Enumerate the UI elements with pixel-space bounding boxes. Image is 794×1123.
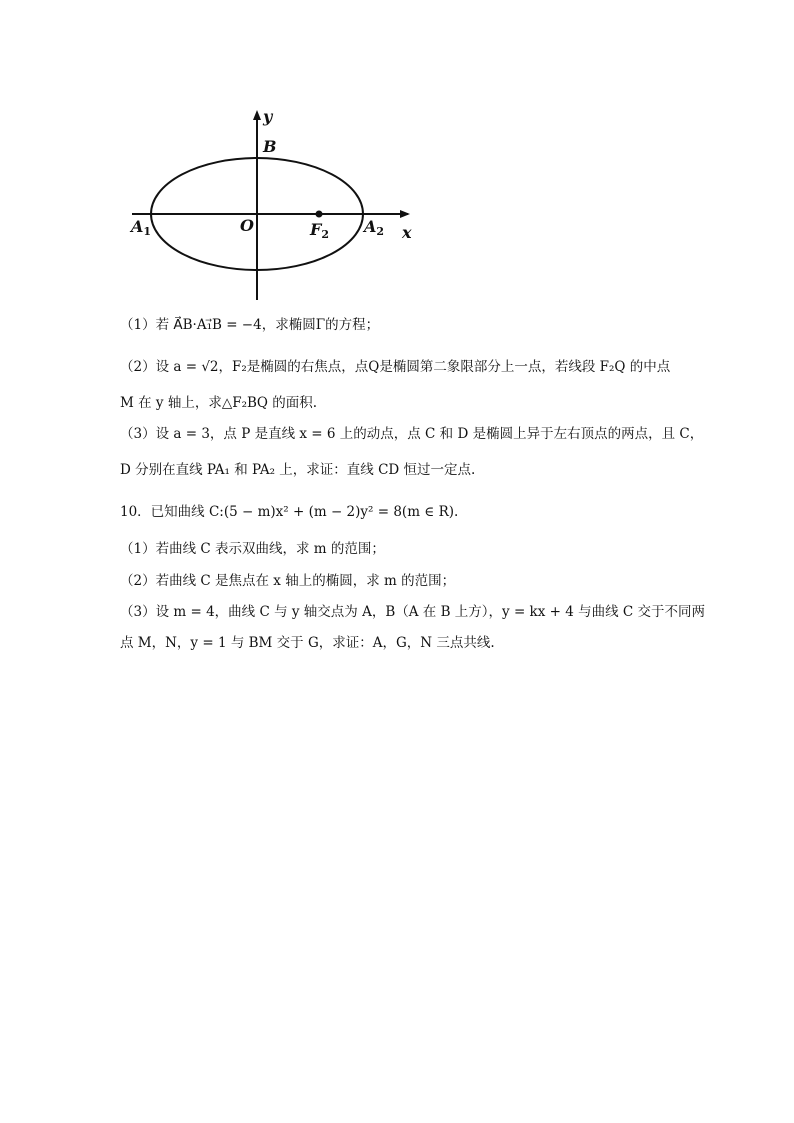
- problem-9-part-1: （1）若 A⃗B·A₁⃗B = −4，求椭圆Γ的方程；: [120, 317, 380, 333]
- ellipse-diagram: [120, 104, 420, 304]
- point-a1-label: A1: [131, 217, 152, 238]
- ellipse-figure: [120, 104, 420, 304]
- y-axis-label: y: [263, 107, 273, 126]
- y-axis-arrow-icon: [253, 110, 261, 120]
- problem-10-part-2: （2）若曲线 C 是焦点在 x 轴上的椭圆，求 m 的范围；: [120, 573, 456, 589]
- origin-label: O: [240, 216, 254, 235]
- x-axis-label: x: [402, 223, 412, 242]
- point-a2-label: A2: [364, 217, 385, 238]
- problem-10-part-3: （3）设 m = 4，曲线 C 与 y 轴交点为 A，B（A 在 B 上方），y = kx + 4 与曲线 C 交于不同两: [120, 604, 706, 620]
- x-axis-arrow-icon: [400, 210, 410, 218]
- problem-9-part-3-cont: D 分别在直线 PA₁ 和 PA₂ 上，求证：直线 CD 恒过一定点.: [120, 462, 476, 478]
- problem-9-part-2: （2）设 a = √2，F₂是椭圆的右焦点，点Q是椭圆第二象限部分上一点，若线段 F₂Q 的中点: [120, 359, 671, 375]
- problem-10-part-1: （1）若曲线 C 表示双曲线，求 m 的范围；: [120, 541, 385, 557]
- problem-10-stem: 10．已知曲线 C:(5 − m)x² + (m − 2)y² = 8(m ∈ R).: [120, 504, 459, 520]
- problem-10-part-3-cont: 点 M，N，y = 1 与 BM 交于 G，求证：A，G，N 三点共线.: [120, 635, 495, 651]
- problem-9-part-3: （3）设 a = 3，点 P 是直线 x = 6 上的动点，点 C 和 D 是椭圆上异于左右顶点的两点，且 C，: [120, 426, 704, 442]
- focus-point: [316, 211, 323, 218]
- point-b-label: B: [263, 137, 277, 156]
- focus-f2-label: F2: [310, 220, 330, 241]
- problem-9-part-2-cont: M 在 y 轴上，求△F₂BQ 的面积.: [120, 395, 318, 411]
